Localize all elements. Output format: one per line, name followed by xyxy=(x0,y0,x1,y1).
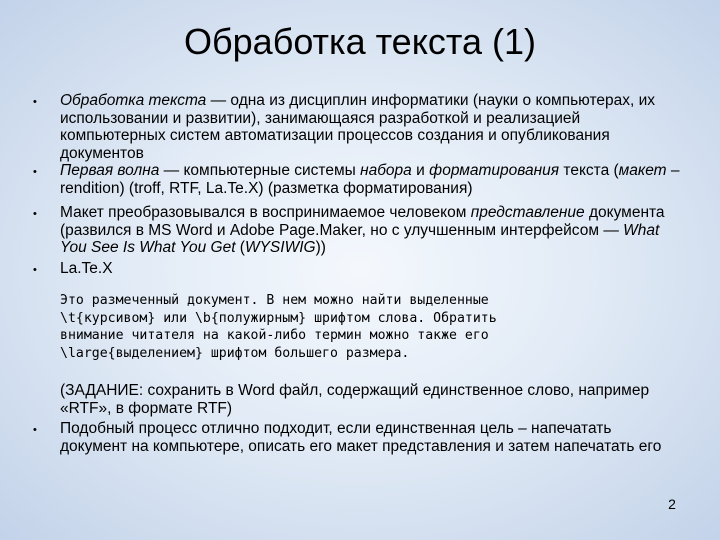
term-formatting: форматирования xyxy=(429,162,560,179)
markup-example-line: \large{выделением} шрифтом большего размера. xyxy=(60,345,410,361)
bullet-item-text-processing xyxy=(60,92,680,162)
text-fragment: ( xyxy=(235,239,245,256)
term-wysiwig: WYSIWIG xyxy=(244,239,316,256)
slide-title: Обработка текста (1) xyxy=(184,21,536,62)
term-typesetting: набора xyxy=(360,162,412,179)
task-note: (ЗАДАНИЕ: сохранить в Word файл, содержащий единственное слово, например «RTF», в формате RTF) xyxy=(60,382,650,417)
markup-example-line: \t{курсивом} или \b{полужирным} шрифтом слова. Обратить xyxy=(60,310,497,326)
bullet-marker: • xyxy=(33,424,37,436)
page-number: 2 xyxy=(668,496,676,512)
markup-example-line: внимание читателя на какой-либо термин можно также его xyxy=(60,328,489,343)
text-fragment: документа (развился в MS Word и Adobe Page.Maker, но с улучшенным интерфейсом — xyxy=(60,204,665,239)
text-fragment: и xyxy=(411,162,430,179)
term-wysiwyg-full: What You See Is What You Get xyxy=(60,221,660,256)
bullet-item-suitable-process: Подобный процесс отлично подходит, если единственная цель – напечатать документ на компьютере, описать его макет представления и затем напечатать его xyxy=(60,420,662,455)
text-fragment: — компьютерные системы xyxy=(159,162,361,179)
term-representation: представление xyxy=(470,204,585,221)
bullet-marker: • xyxy=(33,208,37,220)
bullet-marker: • xyxy=(33,166,37,178)
markup-example xyxy=(60,292,680,362)
bullet-item-latex: La.Te.X xyxy=(60,260,113,277)
markup-example-line: Это размеченный документ. В нем можно найти выделенные xyxy=(60,293,489,308)
bullet-marker: • xyxy=(33,264,37,276)
term-layout: макет xyxy=(618,162,667,179)
definition-text: — одна из дисциплин информатики (науки о компьютерах, их использовании и развитии), занимающаяся разработкой и реализацией компьютерных систем автоматизации процессов создания и опубликования документов xyxy=(60,92,656,162)
term-text-processing: Обработка текста xyxy=(60,92,207,109)
text-fragment: текста ( xyxy=(559,162,619,179)
bullet-item-layout-transform xyxy=(60,204,680,257)
text-fragment: Макет преобразовывался в воспринимаемое человеком xyxy=(60,204,471,221)
bullet-item-first-wave xyxy=(60,162,680,197)
bullet-marker: • xyxy=(33,96,37,108)
text-fragment: – rendition) (troff, RTF, La.Te.X) (разметка форматирования) xyxy=(60,162,680,197)
term-first-wave: Первая волна xyxy=(60,162,160,179)
text-fragment: )) xyxy=(315,239,326,256)
